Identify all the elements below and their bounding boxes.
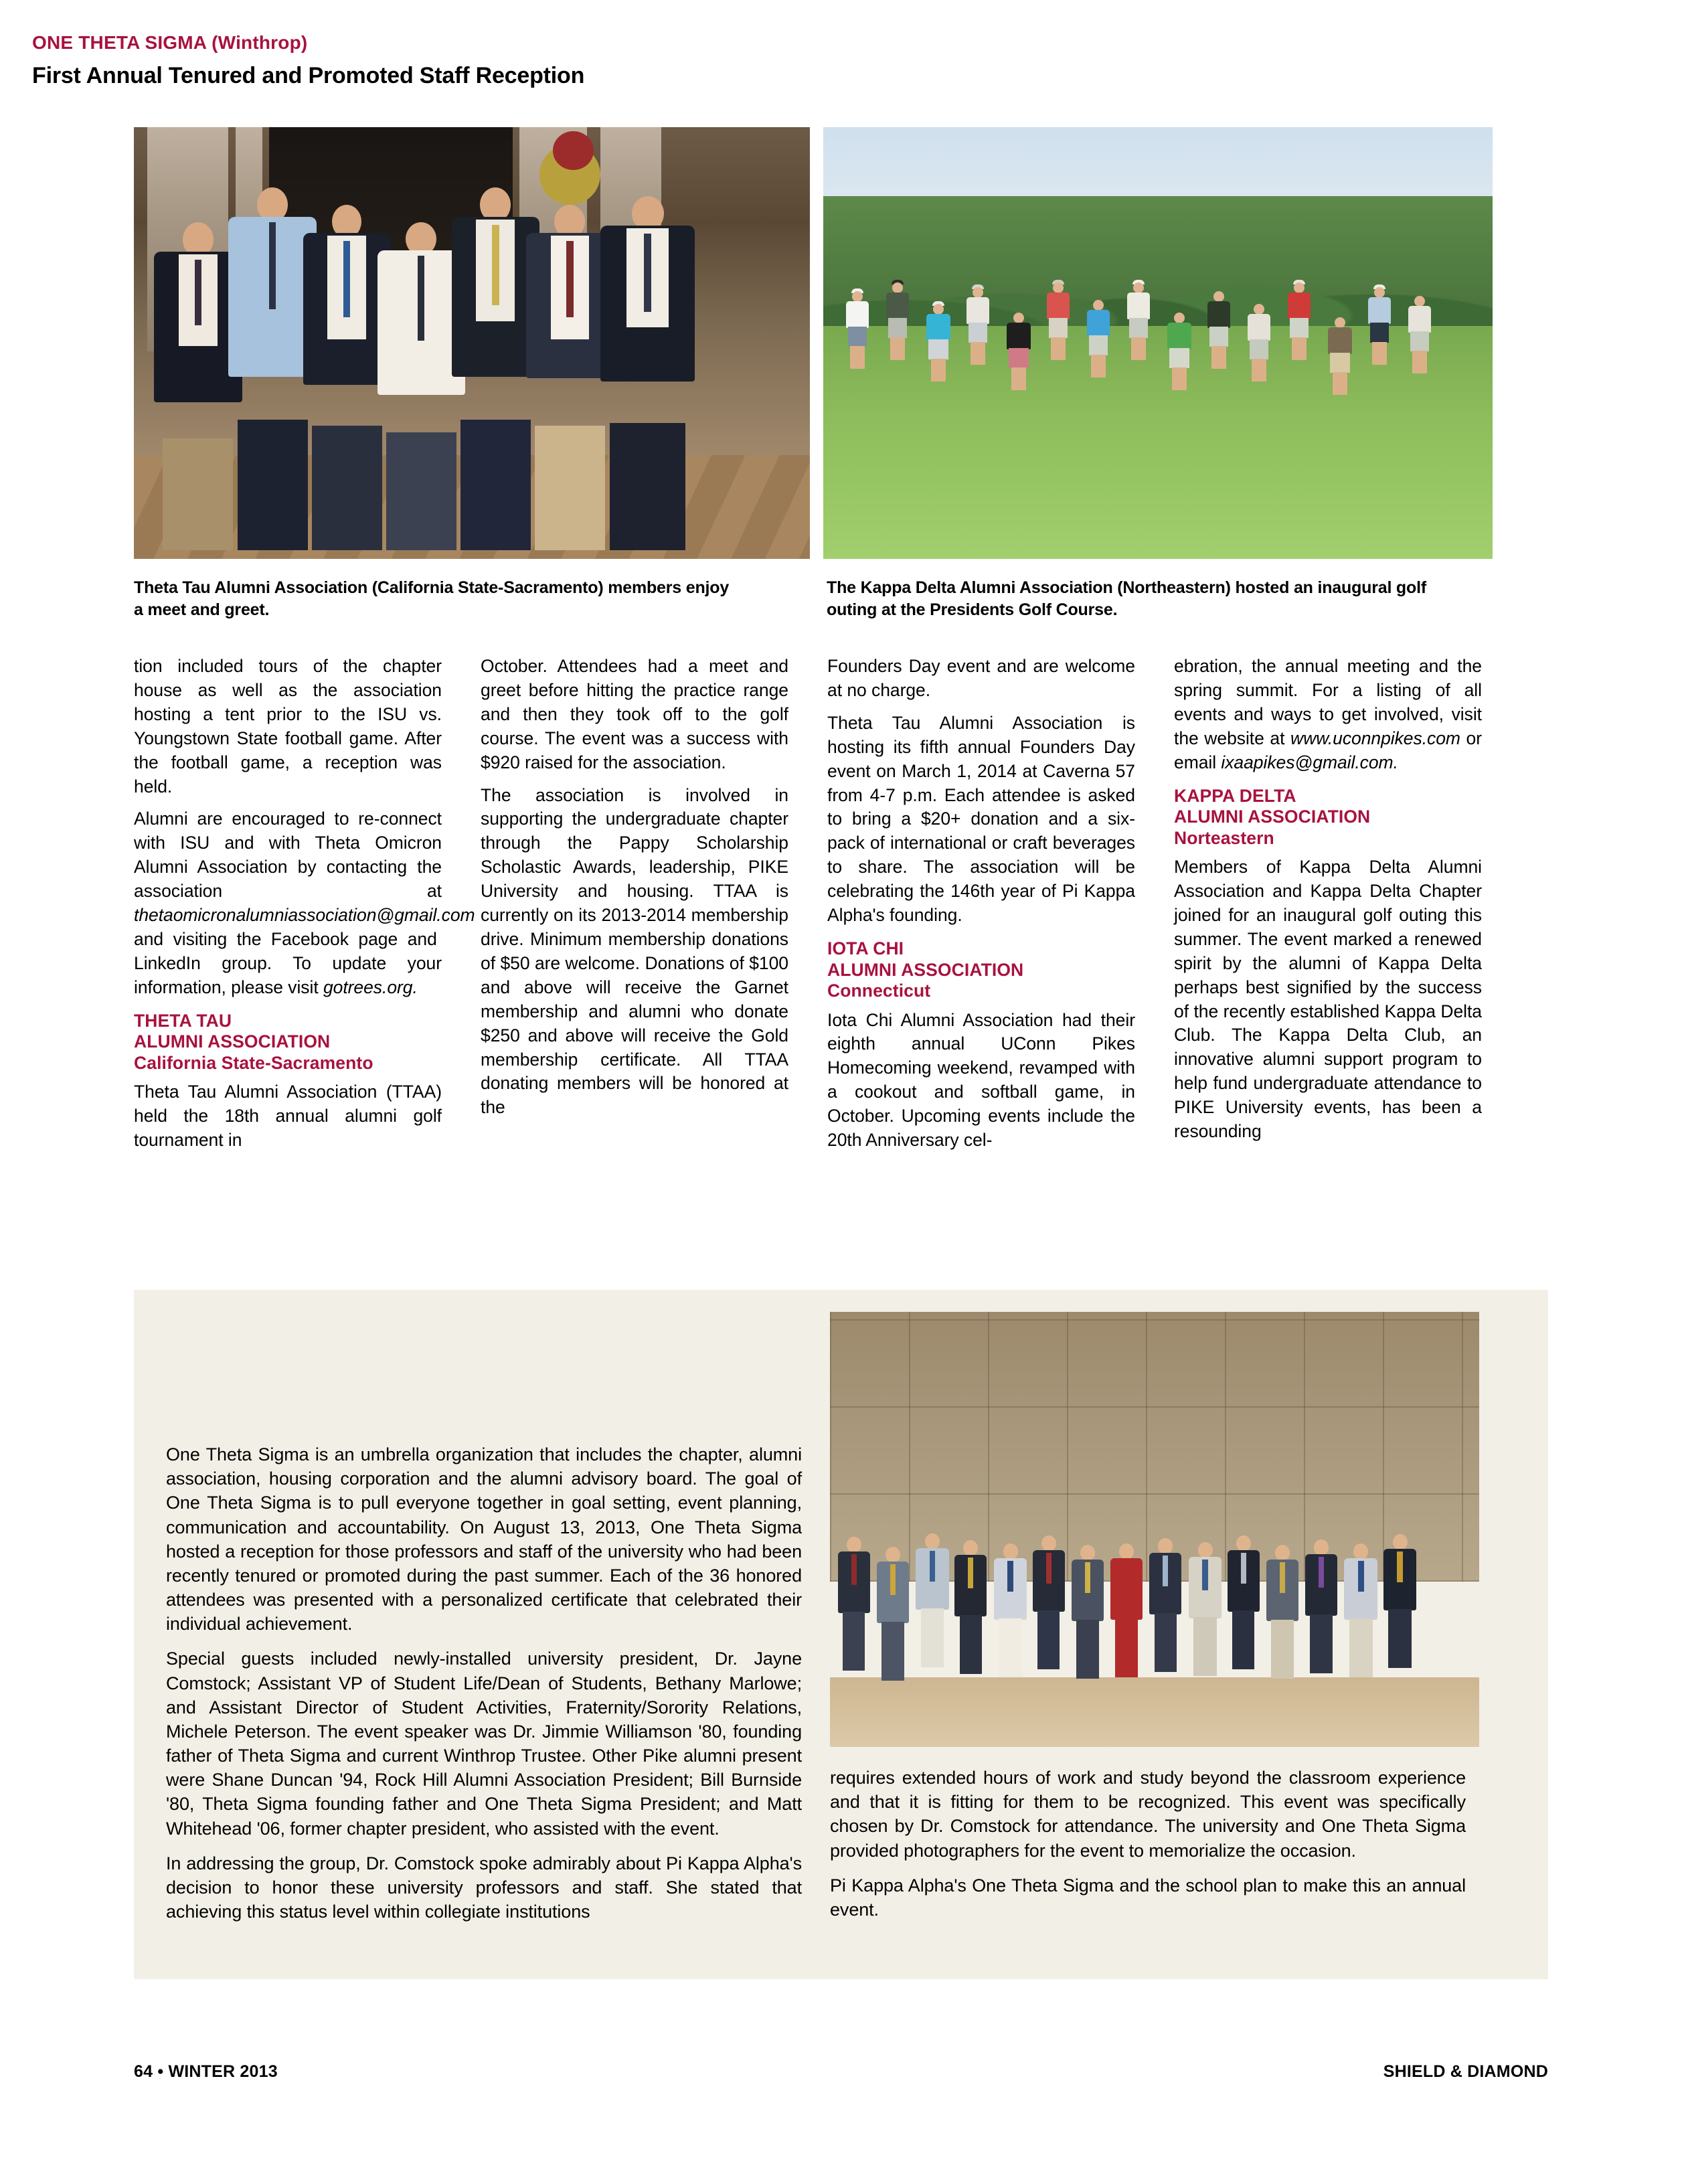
paragraph-text: Alumni are encouraged to re-connect with ISU and with Theta Omicron Alumni Association by contacting the association at	[134, 809, 442, 902]
paragraph: requires extended hours of work and study beyond the classroom experience and that it is fitting for them to be recognized. This event was specifically chosen by Dr. Comstock for attendance. The university and One Theta Sigma provided photographers for the event to memorialize the occasion.	[830, 1768, 1466, 1861]
panel-kicker: ONE THETA SIGMA (Winthrop)	[32, 32, 308, 53]
paragraph: Pi Kappa Alpha's One Theta Sigma and the school plan to make this an annual event.	[830, 1875, 1466, 1920]
page-number-and-issue: 64 • WINTER 2013	[134, 2062, 278, 2081]
email-link[interactable]: ixaapikes@gmail.com.	[1221, 752, 1398, 772]
photo-theta-tau-meet-and-greet	[134, 127, 810, 559]
column-2	[481, 655, 788, 1120]
heading-line: California State-Sacramento	[134, 1052, 373, 1073]
caption-left-photo: Theta Tau Alumni Association (California State-Sacramento) members enjoy a meet and greet.	[134, 578, 730, 619]
column-1	[134, 655, 475, 1153]
balloon	[553, 131, 594, 170]
paragraph: Theta Tau Alumni Association (TTAA) held the 18th annual alumni golf tournament in	[134, 1082, 442, 1151]
fairway-grass	[823, 326, 1493, 559]
paragraph: The association is involved in supporting the undergraduate chapter through the Pappy Scholarship Scholastic Awards, leadership, PIKE University and housing. TTAA is currently on its 2013-2014 membership drive. Minimum membership donations of $50 are welcome. Donations of $100 and above will receive the Garnet membership and alumni who donate $250 and above will receive the Gold membership certificate. All TTAA donating members will be honored at the	[481, 784, 788, 1118]
website-link[interactable]: www.uconnpikes.com	[1290, 728, 1460, 748]
paragraph	[134, 807, 475, 999]
heading-line: Norteastern	[1174, 827, 1274, 848]
heading-line: ALUMNI ASSOCIATION	[134, 1031, 331, 1052]
paragraph: October. Attendees had a meet and greet before hitting the practice range and then they took off to the golf course. The event was a success with $920 raised for the association.	[481, 656, 788, 772]
paragraph: Special guests included newly-installed university president, Dr. Jayne Comstock; Assistant VP of Student Life/Dean of Students, Bethany Marlowe; and Assistant Director of Student Activities, Fraternity/Sorority Relations, Michele Peterson. The event speaker was Dr. Jimmie Williamson '80, founding father of Theta Sigma and current Winthrop Trustee. Other Pike alumni present were Shane Duncan '94, Rock Hill Alumni Association President; Bill Burnside '80, Theta Sigma founding father and One Theta Sigma President; and Matt Whitehead '06, former chapter president, who assisted with the event.	[166, 1649, 802, 1839]
heading-line: KAPPA DELTA	[1174, 785, 1296, 806]
paragraph: Members of Kappa Delta Alumni Association and Kappa Delta Chapter joined for an inaugural golf outing this summer. The event marked a renewed spirit by the alumni of Kappa Delta perhaps best signified by the success of the recently established Kappa Delta Club. The Kappa Delta Club, an innovative alumni support program to help fund undergraduate attendance to PIKE University events, has been a resounding	[1174, 857, 1482, 1142]
photo-kappa-delta-golf-outing	[823, 127, 1493, 559]
paragraph: Theta Tau Alumni Association is hosting its fifth annual Founders Day event on March 1, 2014 at Caverna 57 from 4-7 p.m. Each attendee is asked to bring a $20+ donation and a six-pack of international or craft beverages to share. The association will be celebrating the 146th year of Pi Kappa Alpha's founding.	[827, 712, 1135, 926]
panel-left-text	[166, 1442, 802, 1924]
panel-headings	[32, 32, 1382, 108]
paragraph: In addressing the group, Dr. Comstock spoke admirably about Pi Kappa Alpha's decision to honor these university professors and staff. She stated that achieving this status level within collegiate institutions	[166, 1853, 802, 1922]
website-link[interactable]: gotrees.org.	[323, 977, 418, 997]
publication-name: SHIELD & DIAMOND	[1383, 2062, 1548, 2081]
section-heading-theta-tau	[134, 1011, 442, 1074]
paragraph-text: ebration, the annual meeting and the spring summit. For a listing of all events and ways to get involved, visit the website at	[1174, 656, 1482, 748]
column-3	[827, 655, 1135, 1153]
treeline	[823, 196, 1493, 334]
heading-line: IOTA CHI	[827, 938, 904, 958]
hall-floor	[830, 1677, 1479, 1747]
paragraph-text: and visiting the Facebook page and LinkedIn group. To update your information, please visit	[134, 928, 442, 997]
heading-line: Connecticut	[827, 981, 931, 1001]
paragraph: tion included tours of the chapter house as well as the association hosting a tent prior to the ISU vs. Youngstown State football game. After the football game, a reception was held.	[134, 656, 442, 796]
panel-right-text	[830, 1766, 1466, 1922]
heading-line: ALUMNI ASSOCIATION	[1174, 807, 1371, 827]
paragraph: Founders Day event and are welcome at no charge.	[827, 656, 1135, 700]
top-photo-row	[134, 127, 1548, 559]
panel-title: First Annual Tenured and Promoted Staff Reception	[32, 63, 585, 88]
email-link[interactable]: thetaomicronalumniassociation@gmail.com	[134, 905, 475, 926]
photo-tenured-staff-reception	[830, 1312, 1479, 1747]
paragraph: One Theta Sigma is an umbrella organization that includes the chapter, alumni association, housing corporation and the alumni advisory board. The goal of One Theta Sigma is to pull everyone together in goal setting, event planning, communication and accountability. On August 13, 2013, One Theta Sigma hosted a reception for those professors and staff of the university who had been recently tenured or promoted during the past summer. Each of the 36 honored attendees was presented with a personalized certificate that celebrated their individual achievement.	[166, 1444, 802, 1634]
heading-line: THETA TAU	[134, 1010, 232, 1031]
paragraph	[1174, 655, 1482, 775]
attendee-figure	[600, 196, 695, 550]
caption-right-photo: The Kappa Delta Alumni Association (Northeastern) hosted an inaugural golf outing at the Presidents Golf Course.	[827, 578, 1426, 619]
section-heading-kappa-delta	[1174, 786, 1482, 849]
article-columns	[134, 655, 1549, 1210]
paragraph: Iota Chi Alumni Association had their eighth annual UConn Pikes Homecoming weekend, revamped with a cookout and softball game, in October. Upcoming events include the 20th Anniversary cel-	[827, 1009, 1135, 1151]
section-heading-iota-chi	[827, 938, 1135, 1002]
column-4	[1174, 655, 1482, 1144]
heading-line: ALUMNI ASSOCIATION	[827, 959, 1024, 980]
page-footer	[0, 2062, 1682, 2089]
paragraph-text: or email	[1174, 728, 1482, 772]
